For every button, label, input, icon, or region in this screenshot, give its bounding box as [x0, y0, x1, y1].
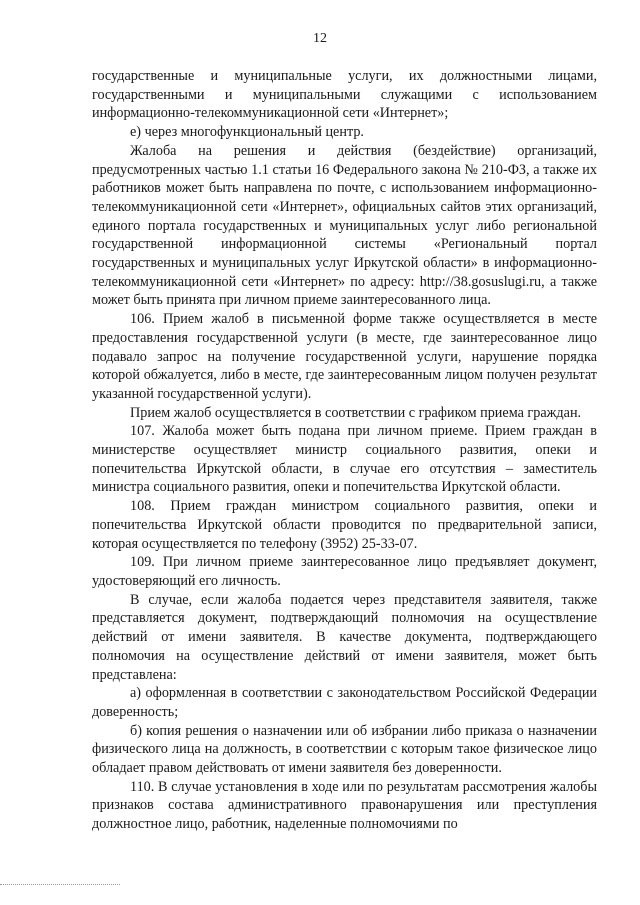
footer-divider [0, 884, 120, 885]
page-number: 12 [313, 31, 327, 46]
paragraph: 110. В случае установления в ходе или по результатам рассмотрения жалобы признаков состава административного правонарушения или преступления должностное лицо, работник, наделенные полномочиями по [92, 778, 597, 833]
paragraph: Прием жалоб осуществляется в соответствии с графиком приема граждан. [130, 404, 582, 421]
paragraph: б) копия решения о назначении или об избрании либо приказа о назначении физического лица на должность, в соответствии с которым такое физическое лицо обладает правом действовать от имени заявителя без доверенности. [92, 722, 597, 777]
paragraph: государственные и муниципальные услуги, их должностными лицами, государственными и муниципальными служащими с использованием информационно-телекоммуникационной сети «Интернет»; [92, 68, 597, 122]
paragraph: Жалоба на решения и действия (бездействие) организаций, предусмотренных частью 1.1 статьи 16 Федерального закона № 210-ФЗ, а также их работников может быть направлена по почте, с использованием информационно-телекоммуникационной сети «Интернет», официальных сайтов этих организаций, единого портала государственных и муниципальных услуг либо региональной государственной информационной системы «Региональный портал государственных и муниципальных услуг Иркутской области» в информационно-телекоммуникационной сети «Интернет» по адресу: http://38.gosuslugi.ru, а также может быть принята при личном приеме заинтересованного лица. [92, 142, 597, 309]
paragraph: 108. Прием граждан министром социального развития, опеки и попечительства Иркутской области проводится по предварительной записи, которая осуществляется по телефону (3952) 25-33-07. [92, 498, 597, 552]
paragraph: 106. Прием жалоб в письменной форме также осуществляется в месте предоставления государственной услуги (в месте, где заинтересованное лицо подавало запрос на получение государственной услуги, нарушение порядка которой обжалуется, либо в месте, где заинтересованным лицом получен результат указанной государственной услуги). [92, 311, 597, 402]
paragraph: а) оформленная в соответствии с законодательством Российской Федерации доверенность; [92, 685, 597, 720]
paragraph: 109. При личном приеме заинтересованное лицо предъявляет документ, удостоверяющий его личность. [92, 554, 597, 589]
paragraph: В случае, если жалоба подается через представителя заявителя, также представляется документ, подтверждающий полномочия на осуществление действий от имени заявителя. В качестве документа, подтверждающего полномочия на осуществление действий от имени заявителя, может быть представлена: [92, 591, 597, 683]
paragraph: е) через многофункциональный центр. [130, 124, 364, 141]
document-body [92, 67, 597, 834]
paragraph: 107. Жалоба может быть подана при личном приеме. Прием граждан в министерстве осуществляет министр социального развития, опеки и попечительства Иркутской области, в случае его отсутствия – заместитель министра социального развития, опеки и попечительства Иркутской области. [92, 423, 597, 496]
